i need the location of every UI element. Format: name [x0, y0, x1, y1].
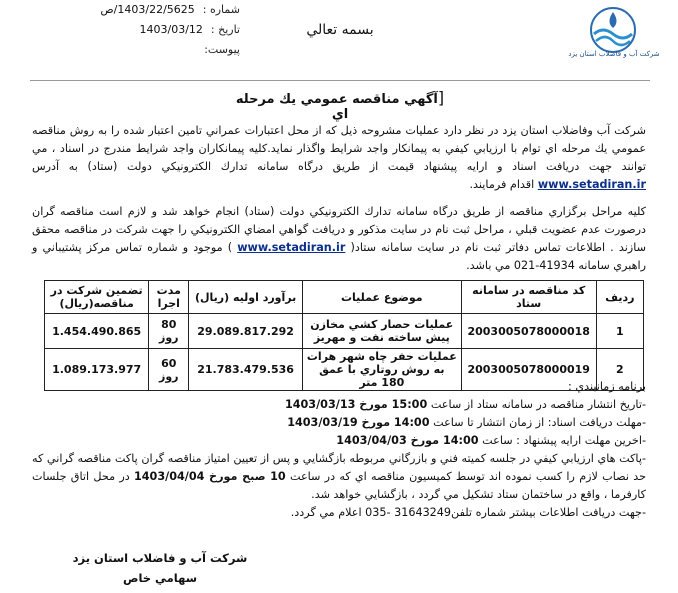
letter-attachment-label: پیوست:	[204, 43, 240, 56]
title-bracket: [	[437, 88, 445, 107]
signature-company: شركت آب و فاضلاب استان يزد	[72, 551, 248, 565]
cell-guarantee: 1.089.173.977	[45, 349, 149, 391]
schedule-publish-date: 15:00 مورخ 1403/03/13	[284, 398, 428, 411]
letter-attachment-row	[80, 40, 240, 60]
col-header-tender-code: كد مناقصه در سامانه ستاد	[461, 281, 596, 314]
para1-text: شركت آب وفاضلاب استان يزد در نظر دارد عمليات مشروحه ذيل كه از محل اعتبارات عمراني تامين اعتبار شده را به روش مناقصه عمومي يك مرحله اي توام با ارزيابي كيفي به پيمانكار واجد شرايط واگذار نمايد.كليه پيمانكاران واجد شرايط مندرج در اسناد ، مي توانند جهت دريافت اسناد و ارايه پيشنهاد قيمت از طريق درگاه سامانه تدارك الكترونيكي دولت (ستاد) به آدرس	[32, 124, 646, 173]
letter-number-row	[80, 0, 240, 20]
signature-block	[60, 548, 260, 588]
ad-title-text: آگهي مناقصه عمومي يك مرحله اي	[235, 92, 438, 122]
col-header-guarantee: تضمين شركت در مناقصه(ريال)	[45, 281, 149, 314]
schedule-deadline-text: -اخرين مهلت ارايه پيشنهاد : ساعت	[482, 434, 646, 447]
ad-paragraph-1	[32, 122, 646, 194]
schedule-opening-date: 10 صبح مورخ 1403/04/04	[133, 470, 286, 483]
col-header-estimate: برآورد اوليه (ريال)	[189, 281, 303, 314]
schedule-opening-text: -پاكت هاي ارزيابي كيفي در جلسه كميته فني و بازرگاني مربوطه بازگشايي و پس از تعيين امتياز مناقصه گران پاكت مناقصه گراني كه حد نصاب لازم را كسب نموده اند توسط كميسيون مناقصه اي كه در ساعت	[32, 452, 646, 483]
logo-caption: شركت آب و فاضلاب استان يزد	[568, 50, 660, 58]
cell-subject: عمليات حصار كشي مخازن پيش ساخته نفت و مهريز	[302, 314, 461, 349]
schedule-line-deadline	[32, 432, 646, 450]
tender-table-header	[45, 281, 644, 314]
cell-estimate: 21.783.479.536	[189, 349, 303, 391]
schedule-line-opening	[32, 450, 646, 504]
schedule-documents-date: 14:00 مورخ 1403/03/19	[287, 416, 430, 429]
letter-number-value: 1403/22/5625/ص	[100, 3, 195, 16]
para2-end: ) موجود و شماره تماس مركز پشتيباني و راهبري سامانه 41934-021 مي باشد.	[32, 241, 646, 272]
signature-company-type: سهامي خاص	[122, 571, 198, 585]
ad-paragraph-2	[32, 203, 646, 275]
schedule-line-documents	[32, 414, 646, 432]
cell-tender-code: 2003005078000018	[461, 314, 596, 349]
schedule-section	[32, 378, 646, 522]
schedule-opening-location: در محل اتاق جلسات كارفرما ، واقع در ساختمان ستاد تشكيل مي گردد ، بازگشايي خواهد شد.	[32, 470, 646, 501]
schedule-deadline-date: 14:00 مورخ 1403/04/03	[336, 434, 479, 447]
para2-text: كليه مراحل برگزاري مناقصه از طريق درگاه سامانه تدارك الكترونيكي دولت (ستاد) انجام خواهد شد و لازم است مناقصه گران درصورت عدم عضويت قبلي ، مراحل ثبت نام در سايت مذكور و دريافت گواهي امضاي الكترونيكي را جهت شركت در مناقصه محقق سازند . اطلاعات تماس دفاتر ثبت نام در سايت سامانه ستاد(	[32, 205, 646, 254]
letter-date-value: 1403/03/12	[139, 23, 203, 36]
cell-tender-code: 2003005078000019	[461, 349, 596, 391]
cell-duration: 80 روز	[149, 314, 189, 349]
bismillah-heading: بسمه تعالي	[306, 22, 374, 38]
letter-header-meta	[80, 0, 240, 60]
schedule-line-publish	[32, 396, 646, 414]
schedule-line-contact: -جهت دريافت اطلاعات بيشتر شماره تلفن31643249 -035 اعلام مي گردد.	[290, 506, 646, 519]
ad-title	[230, 88, 450, 122]
para1-end: اقدام فرمايند.	[469, 178, 535, 191]
cell-subject: عمليات حفر چاه شهر هرات به روش روتاري با عمق 180 متر	[302, 349, 461, 391]
tender-table	[44, 280, 644, 391]
col-header-row-number: رديف	[596, 281, 643, 314]
letter-date-label: تاریخ :	[210, 23, 240, 36]
letter-date-row	[80, 20, 240, 40]
setadiran-link-2[interactable]: www.setadiran.ir	[237, 241, 346, 254]
schedule-documents-text: -مهلت دريافت اسناد: از زمان انتشار تا ساعت	[433, 416, 646, 429]
letter-number-label: شماره :	[202, 3, 240, 16]
cell-row-number: 1	[596, 314, 643, 349]
header-divider	[30, 80, 650, 81]
cell-row-number: 2	[596, 349, 643, 391]
col-header-duration: مدت اجرا	[149, 281, 189, 314]
schedule-publish-text: -تاريخ انتشار مناقصه در سامانه ستاد از ساعت	[430, 398, 646, 411]
cell-estimate: 29.089.817.292	[189, 314, 303, 349]
schedule-heading: برنامه زمانبندي :	[568, 380, 646, 393]
cell-guarantee: 1.454.490.865	[45, 314, 149, 349]
setadiran-link-1[interactable]: www.setadiran.ir	[537, 178, 646, 191]
col-header-subject: موضوع عمليات	[302, 281, 461, 314]
table-row	[45, 314, 644, 349]
cell-duration: 60 روز	[149, 349, 189, 391]
